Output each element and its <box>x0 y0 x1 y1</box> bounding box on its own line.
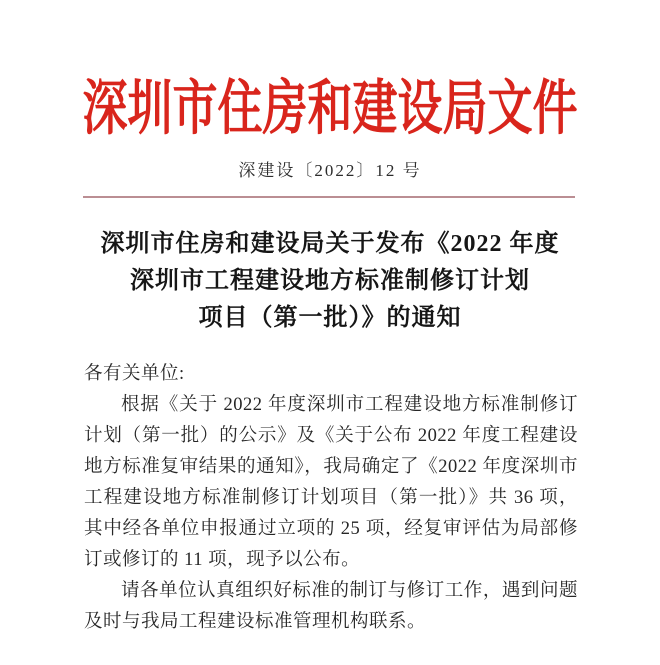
document-header-title: 深圳市住房和建设局文件 <box>82 75 578 142</box>
notice-title-line-1: 深圳市住房和建设局关于发布《2022 年度 <box>100 231 560 257</box>
notice-body <box>84 359 578 638</box>
notice-title-line-3: 项目（第一批）》的通知 <box>198 305 462 331</box>
red-divider-line <box>83 196 575 198</box>
body-paragraph-1: 根据《关于 2022 年度深圳市工程建设地方标准制修订计划（第一批）的公示》及《关于公布 2022 年度工程建设地方标准复审结果的通知》，我局确定了《2022 年度深圳市工程建设地方标准制修订计划项目（第一批）》共 36 项，其中经各单位申报通过立项的 25 项，经复审评估为局部修订或修订的 11 项，现予以公布。 <box>84 395 578 570</box>
notice-title-line-2: 深圳市工程建设地方标准制修订计划 <box>130 268 530 294</box>
body-paragraph-2: 请各单位认真组织好标准的制订与修订工作，遇到问题及时与我局工程建设标准管理机构联系。 <box>84 581 578 632</box>
salutation: 各有关单位: <box>84 364 185 384</box>
document-number: 深建设〔2022〕12 号 <box>238 161 422 180</box>
notice-title <box>0 226 660 337</box>
